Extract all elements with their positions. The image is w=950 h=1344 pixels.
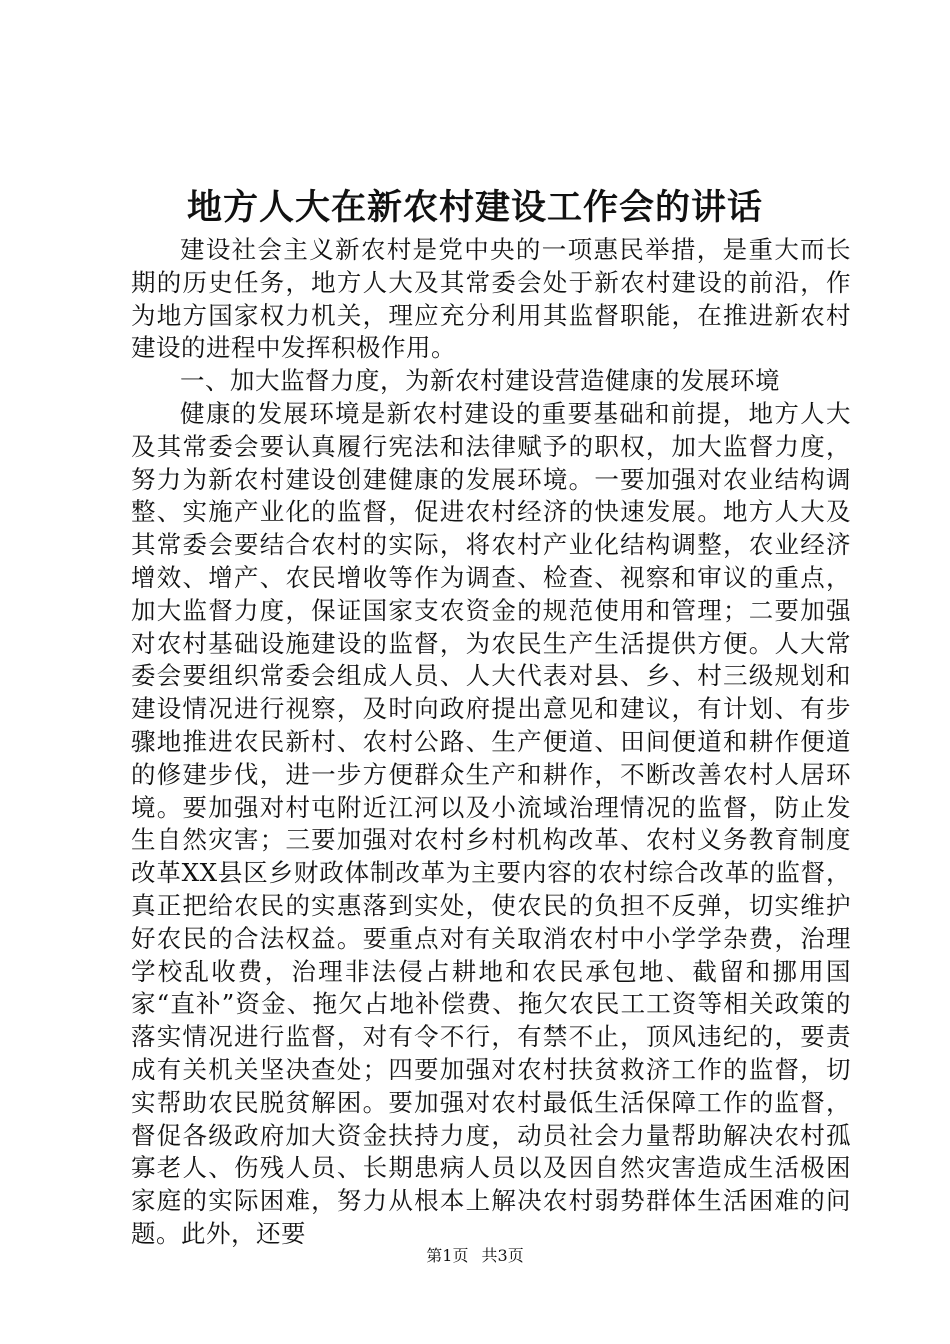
paragraph-intro: 建设社会主义新农村是党中央的一项惠民举措，是重大而长期的历史任务，地方人大及其常委会处于新农村建设的前沿，作为地方国家权力机关，理应充分利用其监督职能，在推进新农村建设的进程中发挥积极作用。	[131, 235, 851, 363]
page-footer	[0, 1245, 950, 1267]
page-total: 共3页	[481, 1246, 524, 1265]
section-heading-1: 一、加大监督力度，为新农村建设营造健康的发展环境	[180, 366, 780, 396]
page-number: 第1页	[426, 1246, 469, 1265]
paragraph-section-1: 健康的发展环境是新农村建设的重要基础和前提，地方人大及其常委会要认真履行宪法和法律赋予的职权，加大监督力度，努力为新农村建设创建健康的发展环境。一要加强对农业结构调整、实施产业化的监督，促进农村经济的快速发展。地方人大及其常委会要结合农村的实际，将农村产业化结构调整，农业经济增效、增产、农民增收等作为调查、检查、视察和审议的重点，加大监督力度，保证国家支农资金的规范使用和管理；二要加强对农村基础设施建设的监督，为农民生产生活提供方便。人大常委会要组织常委会组成人员、人大代表对县、乡、村三级规划和建设情况进行视察，及时向政府提出意见和建议，有计划、有步骤地推进农民新村、农村公路、生产便道、田间便道和耕作便道的修建步伐，进一步方便群众生产和耕作，不断改善农村人居环境。要加强对村屯附近江河以及小流域治理情况的监督，防止发生自然灾害；三要加强对农村乡村机构改革、农村义务教育制度改革XX县区乡财政体制改革为主要内容的农村综合改革的监督，真正把给农民的实惠落到实处，使农民的负担不反弹，切实维护好农民的合法权益。要重点对有关取消农村中小学学杂费，治理学校乱收费，治理非法侵占耕地和农民承包地、截留和挪用国家“直补”资金、拖欠占地补偿费、拖欠农民工工资等相关政策的落实情况进行监督，对有令不行，有禁不止，顶风违纪的，要责成有关机关坚决查处；四要加强对农村扶贫救济工作的监督，切实帮助农民脱贫解困。要加强对农村最低生活保障工作的监督，督促各级政府加大资金扶持力度，动员社会力量帮助解决农村孤寡老人、伤残人员、长期患病人员以及因自然灾害造成生活极困家庭的实际困难，努力从根本上解决农村弱势群体生活困难的问题。此外，还要	[131, 398, 851, 1248]
document-body	[131, 234, 851, 1251]
document-title: 地方人大在新农村建设工作会的讲话	[186, 187, 763, 228]
